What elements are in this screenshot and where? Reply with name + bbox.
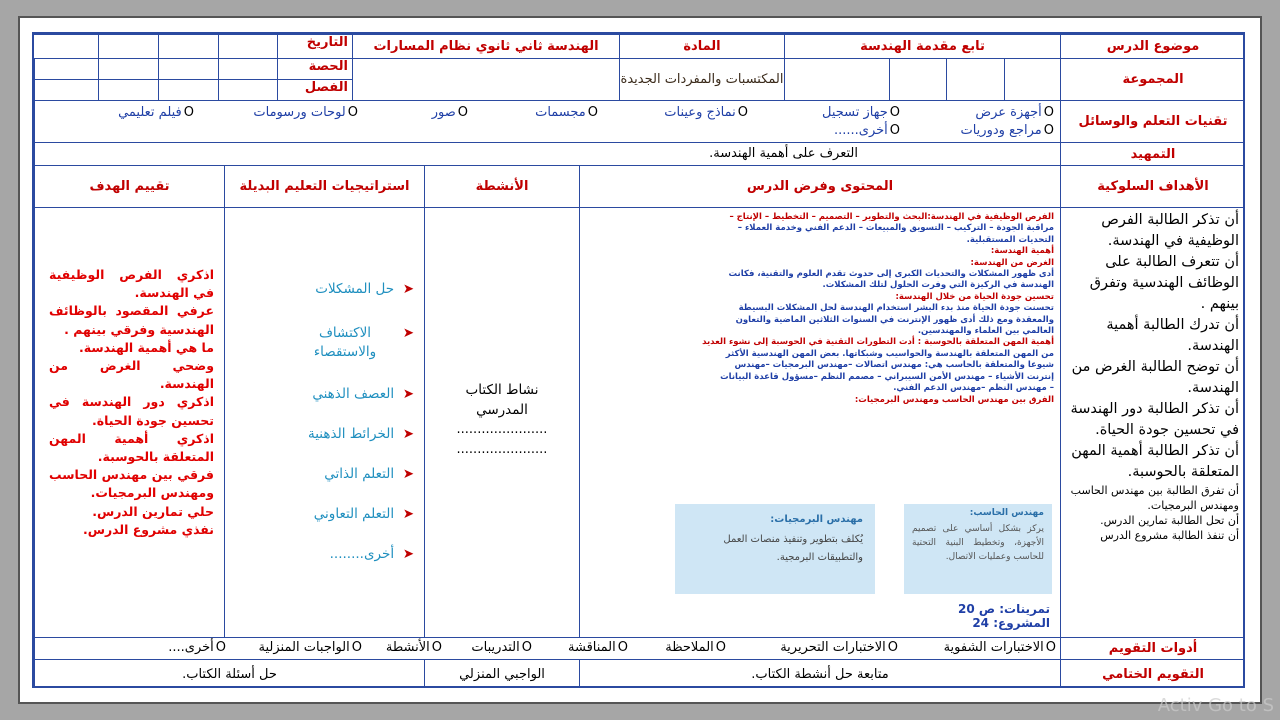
intro-value: التعرف على أهمية الهندسة. [34, 142, 1060, 165]
vocab-label: المكتسبات والمفردات الجديدة [619, 58, 784, 100]
strategy-item: ➤ التعلم التعاوني [313, 506, 414, 522]
arrow-icon: ➤ [402, 506, 414, 522]
exercises-ref: تمرينات: ص 20 [958, 602, 1050, 616]
col-content: المحتوى وفرض الدرس [579, 165, 1060, 207]
group-cell-4 [784, 58, 889, 100]
content-line: أدى ظهور المشكلات والتحديات الكبرى إلى حدوث تقدم العلوم والتقنية، فكانت [728, 269, 1054, 280]
content-line: الغرض من الهندسة: [970, 257, 1054, 268]
computer-engineer-title: مهندس الحاسب: [969, 508, 1044, 518]
evaluation-item: فرقي بين مهندس الحاسب ومهندس البرمجيات. [49, 467, 214, 501]
strategy-item: ➤ الخرائط الذهنية [307, 426, 414, 442]
computer-engineer-box [904, 504, 1052, 594]
date-cell-2 [158, 34, 218, 58]
strategy-item: ➤ التعلم الذاتي [324, 466, 414, 482]
content-line: الهندسة في الركيزة التي وفرت الحلول لتلك المشكلات. [822, 280, 1054, 291]
content-line: العالمي بين العلماء والمهندسين. [917, 326, 1054, 337]
assessment-option[interactable]: Oالاختبارات الشفوية [943, 640, 1056, 655]
evaluation-item: عرفي المقصود بالوظائف الهندسية وفرقي بينهم . [49, 303, 214, 337]
content-line: شيوعا والمتعلقة بالحاسب هي: مهندس اتصالات –مهندس البرمجيات –مهندس [734, 360, 1054, 371]
class-label: الفصل [277, 79, 352, 100]
evaluation-item: نفذي مشروع الدرس. [82, 521, 214, 537]
col-evaluation: تقييم الهدف [34, 165, 224, 207]
arrow-icon: ➤ [402, 325, 414, 341]
final-value-2: الواجبي المنزلي [424, 659, 579, 688]
class-cell-1 [218, 79, 277, 100]
tool-option[interactable]: Oمجسمات [535, 105, 598, 120]
objective-item: أن تذكر الطالبة الفرص الوظيفية في الهندسة. [1101, 212, 1239, 249]
objective-item: أن تتعرف الطالبة على الوظائف الهندسية وتفرق بينهم . [1089, 254, 1239, 312]
strategy-item: ➤ أخرى........ [329, 546, 414, 562]
content-line: من المهن المتعلقة بالهندسة والحواسيب وشبكاتها. بعض المهن الهندسية الأكثر [725, 348, 1054, 359]
content-line: إنترنت الأشياء – مهندس الأمن السيبراني – مصمم النظم –مسؤول قاعدة البيانات [720, 371, 1054, 382]
evaluation-column [34, 207, 224, 637]
evaluation-item: اذكري دور الهندسة في تحسين جودة الحياة. [49, 394, 214, 428]
assessment-option[interactable]: Oالمناقشة [568, 640, 628, 655]
final-value-3: حل أسئلة الكتاب. [34, 659, 424, 688]
objective-item: أن تفرق الطالبة بين مهندس الحاسب ومهندس البرمجيات. [1070, 484, 1239, 512]
date-cell-3 [98, 34, 158, 58]
group-cell-3 [889, 58, 946, 100]
assessment-label: أدوات التقويم [1060, 637, 1245, 659]
class-cell-3 [98, 79, 158, 100]
activity-dots-1: ...................... [456, 422, 548, 437]
group-label: المجموعة [1060, 58, 1245, 100]
material-label: المادة [619, 34, 784, 58]
col-objectives: الأهداف السلوكية [1060, 165, 1245, 207]
tool-option[interactable]: Oنماذج وعينات [664, 105, 748, 120]
period-cell-4 [34, 58, 98, 79]
arrow-icon: ➤ [402, 386, 414, 402]
assessment-option[interactable]: Oالتدريبات [471, 640, 532, 655]
software-engineer-text: يُكلف بتطوير وتنفيذ منصات العمل والتطبيقات البرمجية. [723, 534, 863, 563]
tool-option[interactable]: Oفيلم تعليمي [118, 105, 194, 120]
content-line: أهمية الهندسة: [990, 246, 1054, 257]
activities-column [424, 207, 579, 637]
strategy-item: ➤ العصف الذهني [312, 386, 414, 402]
objective-item: أن تدرك الطالبة أهمية الهندسة. [1106, 317, 1239, 354]
assessment-option[interactable]: Oالملاحظة [665, 640, 726, 655]
group-cell-2 [946, 58, 1004, 100]
group-cell-1 [1004, 58, 1060, 100]
tool-option[interactable]: Oمراجع ودوريات [960, 123, 1054, 138]
date-label: التاريخ [277, 34, 352, 58]
content-line: مراقبة الجودة – التركيب – التسويق والمبيعات – الدعم الفني وخدمة العملاء – [737, 223, 1054, 234]
period-cell-3 [98, 58, 158, 79]
tools-label: تقنيات التعلم والوسائل [1060, 100, 1245, 142]
software-engineer-box [675, 504, 875, 594]
strategy-item: ➤ حل المشكلات [315, 281, 414, 297]
content-line: والمعقدة ومع ذلك أدى ظهور الإنترنت في السنوات الثلاثين الماضية والتعاون [735, 314, 1054, 325]
period-cell-1 [218, 58, 277, 79]
objective-item: أن تذكر الطالبة أهمية المهن المتعلقة بالحوسبة. [1071, 443, 1239, 480]
content-text [586, 212, 1054, 406]
objective-item: أن تنفذ الطالبة مشروع الدرس [1100, 529, 1239, 542]
content-line: الفرص الوظيفية في الهندسة:البحث والتطوير – التصميم – التخطيط – الإنتاج – [729, 212, 1054, 222]
class-cell-2 [158, 79, 218, 100]
watermark: Activ Go to S [1157, 695, 1274, 716]
evaluation-item: اذكري أهمية المهن المتعلقة بالحوسبة. [49, 430, 214, 465]
intro-label: التمهيد [1060, 142, 1245, 165]
evaluation-item: ما هي أهمية الهندسة. [79, 339, 214, 355]
final-label: التقويم الختامي [1060, 659, 1245, 688]
evaluation-item: وضحي الغرض من الهندسة. [49, 358, 214, 392]
content-column [579, 207, 1060, 637]
content-line: تحسنت جودة الحياة منذ بدء البشر استخدام الهندسة لحل المشكلات البسيطة [738, 303, 1054, 314]
subject-value: تابع مقدمة الهندسة [784, 34, 1060, 58]
objective-item: أن تذكر الطالبة دور الهندسة في تحسين جودة الحياة. [1070, 401, 1239, 438]
tool-option[interactable]: Oلوحات ورسومات [253, 105, 358, 120]
evaluation-item: اذكري الفرص الوظيفية في الهندسة. [49, 267, 214, 301]
computer-engineer-text: يركز بشكل أساسي على تصميم الأجهزة، وتخطيط البنية التحتية للحاسب وعمليات الاتصال. [912, 524, 1044, 562]
tool-option[interactable]: Oصور [431, 105, 468, 120]
material-value: الهندسة ثاني ثانوي نظام المسارات [352, 34, 619, 58]
subject-label: موضوع الدرس [1060, 34, 1245, 58]
content-line: التحديات المستقبلية. [966, 234, 1054, 245]
objective-item: أن توضح الطالبة الغرض من الهندسة. [1071, 359, 1239, 396]
period-cell-2 [158, 58, 218, 79]
assessment-option[interactable]: Oأخرى.... [168, 640, 226, 655]
arrow-icon: ➤ [402, 426, 414, 442]
arrow-icon: ➤ [402, 466, 414, 482]
objective-item: أن تحل الطالبة تمارين الدرس. [1100, 514, 1239, 527]
lesson-plan-table [32, 32, 1245, 688]
tool-option[interactable]: Oأجهزة عرض [975, 105, 1054, 120]
arrow-icon: ➤ [402, 281, 414, 297]
content-line: – مهندس النظم –مهندس الدعم الفني. [893, 383, 1054, 394]
content-line: الفرق بين مهندس الحاسب ومهندس البرمجيات: [854, 394, 1054, 405]
tools-options [34, 100, 1060, 142]
final-value-1: متابعة حل أنشطة الكتاب. [579, 659, 1060, 688]
software-engineer-title: مهندس البرمجيات: [770, 514, 863, 525]
project-ref: المشروع: 24 [972, 616, 1050, 630]
tool-option[interactable]: Oأخرى...... [833, 123, 900, 138]
activity-dots-2: ...................... [456, 442, 548, 457]
activity-text: نشاط الكتاب المدرسي [465, 382, 539, 418]
class-cell-4 [34, 79, 98, 100]
strategies-column [224, 207, 424, 637]
evaluation-item: حلي تمارين الدرس. [92, 503, 214, 519]
tool-option[interactable]: Oجهاز تسجيل [821, 105, 900, 120]
content-line: تحسين جودة الحياة من خلال الهندسة: [895, 291, 1054, 302]
assessment-option[interactable]: Oالاختبارات التحريرية [780, 640, 898, 655]
col-strategies: استراتيجيات التعليم البديلة [224, 165, 424, 207]
content-line: أهمية المهن المتعلقة بالحوسبة : أدت التطورات التقنية في الحوسبة إلى نشوء العديد [702, 337, 1054, 348]
col-activities: الأنشطة [424, 165, 579, 207]
vocab-value [352, 58, 619, 100]
assessment-options [34, 637, 1060, 659]
objectives-column [1060, 207, 1245, 637]
arrow-icon: ➤ [402, 546, 414, 562]
assessment-option[interactable]: Oالأنشطة [385, 640, 442, 655]
period-label: الحصة [277, 58, 352, 79]
strategy-item: ➤ الاكتشاف والاستقصاء [313, 325, 414, 360]
assessment-option[interactable]: Oالواجبات المنزلية [258, 640, 362, 655]
date-cell-4 [34, 34, 98, 58]
date-cell-1 [218, 34, 277, 58]
